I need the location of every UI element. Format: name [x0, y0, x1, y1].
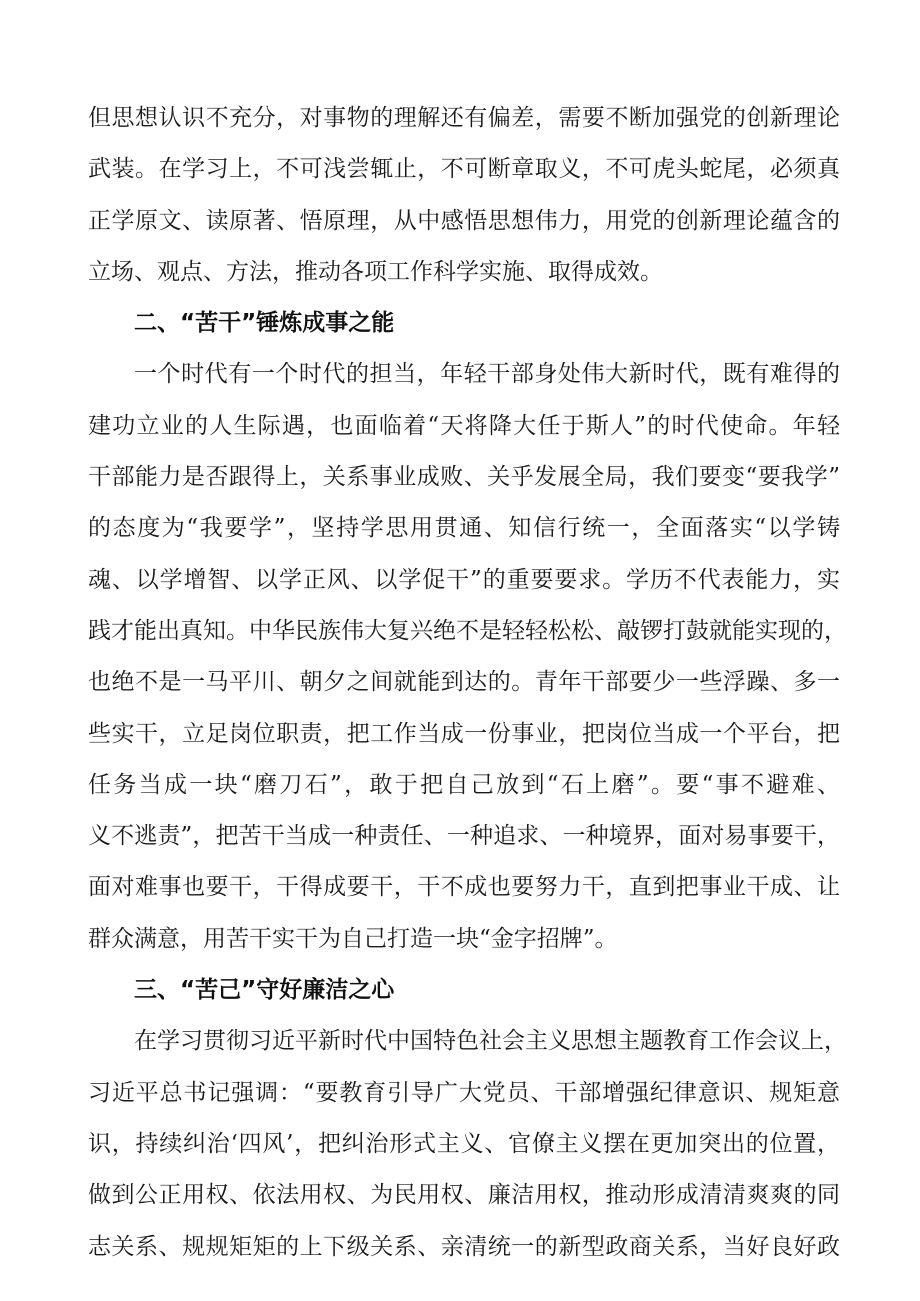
paragraph-line: 建功立业的人生际遇，也面临着“天将降大任于斯人”的时代使命。年轻	[88, 412, 840, 439]
paragraph-line: 识，持续纠治‘四风’，把纠治形式主义、官僚主义摆在更加突出的位置，	[88, 1130, 840, 1157]
paragraph-line: 践才能出真知。中华民族伟大复兴绝不是轻轻松松、敲锣打鼓就能实现的，	[88, 617, 847, 644]
section-heading-3: 三、“苦己”守好廉洁之心	[134, 977, 395, 1004]
paragraph-line: 魂、以学增智、以学正风、以学促干”的重要要求。学历不代表能力，实	[88, 566, 840, 593]
section-heading-2: 二、“苦干”锤炼成事之能	[134, 310, 395, 337]
paragraph-line: 一个时代有一个时代的担当，年轻干部身处伟大新时代，既有难得的	[134, 361, 840, 388]
paragraph-line: 正学原文、读原著、悟原理，从中感悟思想伟力，用党的创新理论蕴含的	[88, 207, 840, 234]
paragraph-line: 习近平总书记强调：“要教育引导广大党员、干部增强纪律意识、规矩意	[88, 1079, 840, 1106]
paragraph-line: 的态度为“我要学”，坚持学思用贯通、知信行统一，全面落实“以学铸	[88, 515, 840, 542]
paragraph-line: 做到公正用权、依法用权、为民用权、廉洁用权，推动形成清清爽爽的同	[88, 1182, 840, 1209]
paragraph-line: 任务当成一块“磨刀石”，敢于把自己放到“石上磨”。要“事不避难、	[88, 771, 840, 798]
paragraph-line: 立场、观点、方法，推动各项工作科学实施、取得成效。	[88, 258, 663, 285]
paragraph-line: 在学习贯彻习近平新时代中国特色社会主义思想主题教育工作会议上，	[134, 1028, 847, 1055]
paragraph-line: 群众满意，用苦干实干为自己打造一块“金字招牌”。	[88, 925, 618, 952]
paragraph-line: 也绝不是一马平川、朝夕之间就能到达的。青年干部要少一些浮躁、多一	[88, 669, 840, 696]
paragraph-line: 志关系、规规矩矩的上下级关系、亲清统一的新型政商关系，当好良好政	[88, 1233, 840, 1260]
paragraph-line: 干部能力是否跟得上，关系事业成败、关乎发展全局，我们要变“要我学”	[88, 464, 840, 491]
paragraph-line: 些实干，立足岗位职责，把工作当成一份事业，把岗位当成一个平台，把	[88, 720, 840, 747]
paragraph-line: 义不逃责”，把苦干当成一种责任、一种追求、一种境界，面对易事要干，	[88, 823, 840, 850]
paragraph-line: 面对难事也要干，干得成要干，干不成也要努力干，直到把事业干成、让	[88, 874, 840, 901]
paragraph-line: 但思想认识不充分，对事物的理解还有偏差，需要不断加强党的创新理论	[88, 105, 840, 131]
paragraph-line: 武装。在学习上，不可浅尝辄止，不可断章取义，不可虎头蛇尾，必须真	[88, 156, 840, 183]
document-body	[88, 93, 847, 1273]
